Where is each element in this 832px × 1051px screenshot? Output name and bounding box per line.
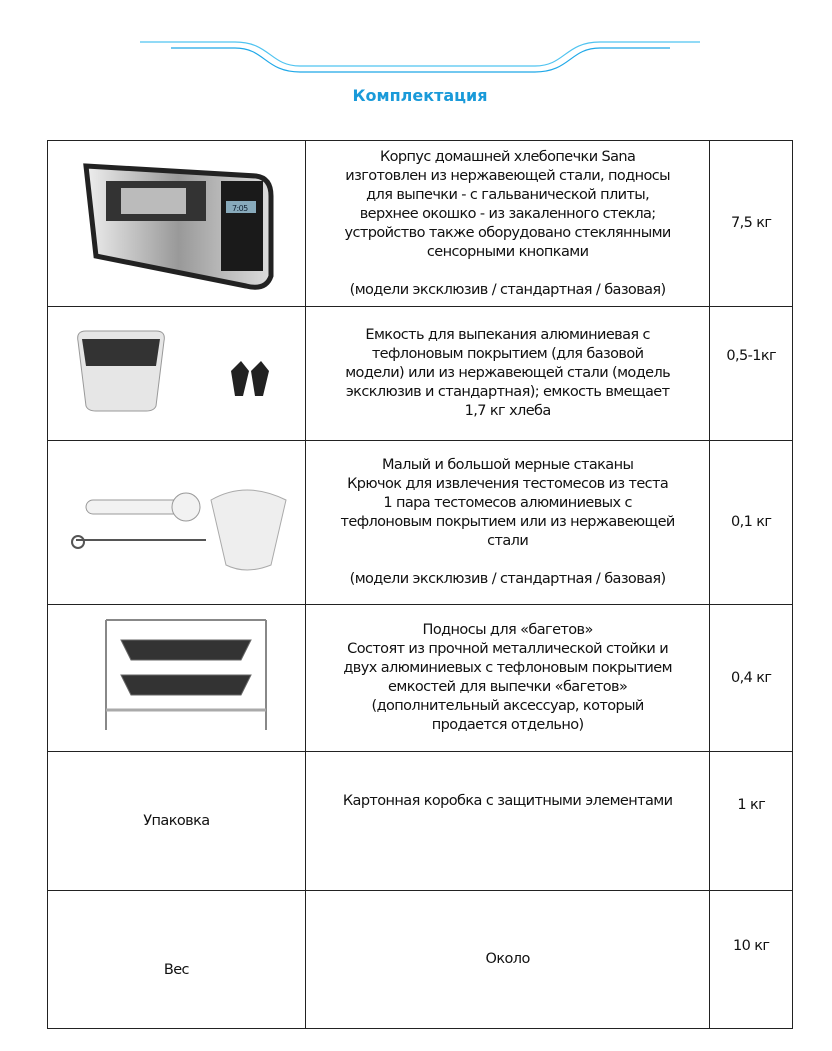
weight-label: Вес [48, 891, 306, 1029]
desc-line: Емкость для выпекания алюминиевая с [365, 327, 650, 343]
weight-cell: 7,5 кг [710, 141, 793, 307]
desc-line: Подносы для «багетов» [422, 622, 593, 638]
page-title: Комплектация [352, 86, 488, 105]
description-cell: Картонная коробка с защитными элементами [305, 752, 710, 891]
desc-line: (дополнительный аксессуар, который [371, 698, 644, 714]
header-decoration [140, 36, 700, 76]
baking-pan-image [48, 307, 306, 441]
display-readout: 7:05 [232, 203, 248, 213]
weight-cell: 0,4 кг [710, 605, 793, 752]
description-cell [305, 307, 710, 441]
weight-cell: 0,1 кг [710, 441, 793, 605]
bread-maker-image [48, 141, 306, 307]
desc-line: продается отдельно) [431, 717, 584, 733]
desc-line: тефлоновым покрытием (для базовой [371, 346, 644, 362]
table-row [48, 891, 793, 1029]
desc-line: эксклюзив и стандартная); емкость вмещает [345, 384, 670, 400]
desc-line: для выпечки - с гальванической плиты, [366, 186, 650, 203]
table-row [48, 307, 793, 441]
weight-cell: 10 кг [710, 891, 793, 1029]
desc-line: 1,7 кг хлеба [464, 403, 551, 419]
desc-line: Состоят из прочной металлической стойки и [347, 641, 669, 657]
desc-line: Крючок для извлечения тестомесов из теста [347, 476, 669, 492]
description-cell: Около [305, 891, 710, 1029]
table-row [48, 141, 793, 307]
weight-cell: 0,5-1кг [710, 307, 793, 441]
desc-line: Корпус домашней хлебопечки Sana [379, 148, 636, 165]
desc-line: сенсорными кнопками [426, 243, 589, 260]
baguette-trays-image [48, 605, 306, 752]
desc-line: двух алюминиевых с тефлоновым покрытием [343, 660, 672, 676]
description-cell [305, 441, 710, 605]
weight-cell: 1 кг [710, 752, 793, 891]
desc-line: изготовлен из нержавеющей стали, подносы [345, 167, 670, 184]
contents-table [47, 140, 793, 1029]
desc-line: стали [487, 533, 529, 549]
packaging-label: Упаковка [48, 752, 306, 891]
models-note: (модели эксклюзив / стандартная / базовая) [349, 571, 666, 587]
desc-line: верхнее окошко - из закаленного стекла; [359, 205, 656, 222]
desc-line: 1 пара тестомесов алюминиевых с [383, 495, 632, 511]
desc-line: модели) или из нержавеющей стали (модель [345, 365, 671, 381]
table-row [48, 605, 793, 752]
desc-line: емкостей для выпечки «багетов» [388, 679, 628, 695]
desc-line: Малый и большой мерные стаканы [381, 457, 634, 473]
description-cell [305, 141, 710, 307]
description-cell [305, 605, 710, 752]
desc-line: тефлоновым покрытием или из нержавеющей [340, 514, 675, 530]
table-row [48, 752, 793, 891]
models-note: (модели эксклюзив / стандартная / базовая) [349, 281, 666, 298]
table-row [48, 441, 793, 605]
measuring-cups-image [48, 441, 306, 605]
desc-line: устройство также оборудовано стеклянными [344, 224, 671, 241]
